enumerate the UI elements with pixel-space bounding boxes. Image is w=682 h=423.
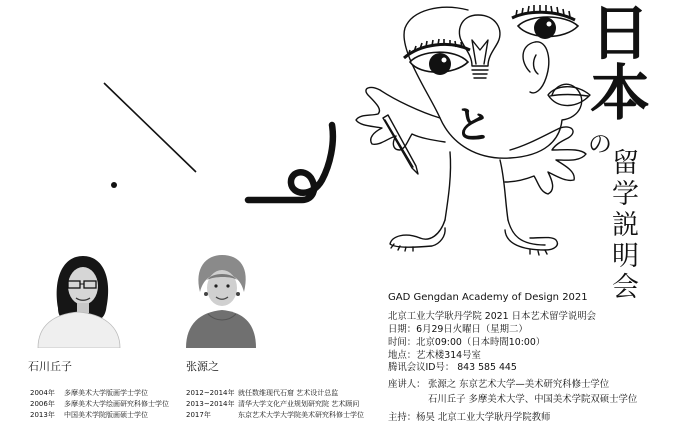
event-org-cn: 北京工业大学耿丹学院 2021 日本艺术留学说明会	[388, 311, 596, 322]
lecturer-1: 张源之 东京艺术大学—美术研究科修士学位	[428, 379, 610, 390]
speaker-1-cv-row: 2004年 多摩美术大学版画学士学位	[30, 389, 148, 397]
speaker-2-cv-row: 2017年 东京艺术大学大学院美术研究科修士学位	[186, 411, 364, 419]
subtitle-char-4: 説	[612, 210, 639, 241]
subtitle-char-1: の	[588, 130, 612, 158]
right-eye	[518, 17, 578, 39]
lips	[548, 87, 590, 106]
speaker-2-name: 张源之	[186, 360, 219, 373]
lecturer-2: 石川丘子 多摩美术大学、中国美术学院双硕士学位	[428, 394, 638, 405]
subtitle-char-3: 学	[612, 179, 639, 210]
speaker-1-photo	[28, 248, 128, 348]
subtitle-char-5: 明	[612, 241, 639, 272]
speaker-1-name: 石川丘子	[28, 360, 72, 373]
speaker-2-cv-row: 2012~2014年 就任数维现代石窟 艺术设计总监	[186, 389, 339, 397]
speaker-1-cv-row: 2006年 多摩美术大学绘画研究科修士学位	[30, 400, 169, 408]
right-foot	[505, 230, 557, 250]
speaker-2-cv-row: 2013~2014年 清华大学文化产业规划研究院 艺术顾问	[186, 400, 360, 408]
lecturer-label: 座讲人：	[388, 379, 426, 390]
event-time: 时间：北京09:00（日本時間10:00）	[388, 337, 546, 348]
left-eye	[410, 52, 468, 75]
left-foot	[390, 228, 445, 247]
to-character: と	[454, 103, 493, 147]
pen-icon	[383, 115, 418, 174]
title-char-2: 本	[590, 59, 650, 129]
ear	[523, 42, 549, 93]
event-date: 日期：6月29日火曜日（星期二）	[388, 324, 528, 335]
right-hand	[505, 127, 586, 194]
speaker-1-cv-row: 2013年 中国美术学院版画硕士学位	[30, 411, 148, 419]
event-meeting-id: 腾讯会议ID号： 843 585 445	[388, 362, 517, 373]
subtitle-char-2: 留	[612, 148, 639, 179]
subtitle-char-6: 会	[612, 272, 639, 303]
speaker-2-photo	[186, 250, 256, 348]
title-char-1: 日	[590, 0, 650, 69]
event-place: 地点：艺术楼314号室	[388, 350, 481, 361]
left-hand	[356, 88, 445, 150]
lightbulb-icon	[459, 15, 500, 66]
host: 主持：杨昊 北京工业大学耿丹学院教师	[388, 412, 551, 423]
event-org-en: GAD Gengdan Academy of Design 2021	[388, 292, 588, 303]
